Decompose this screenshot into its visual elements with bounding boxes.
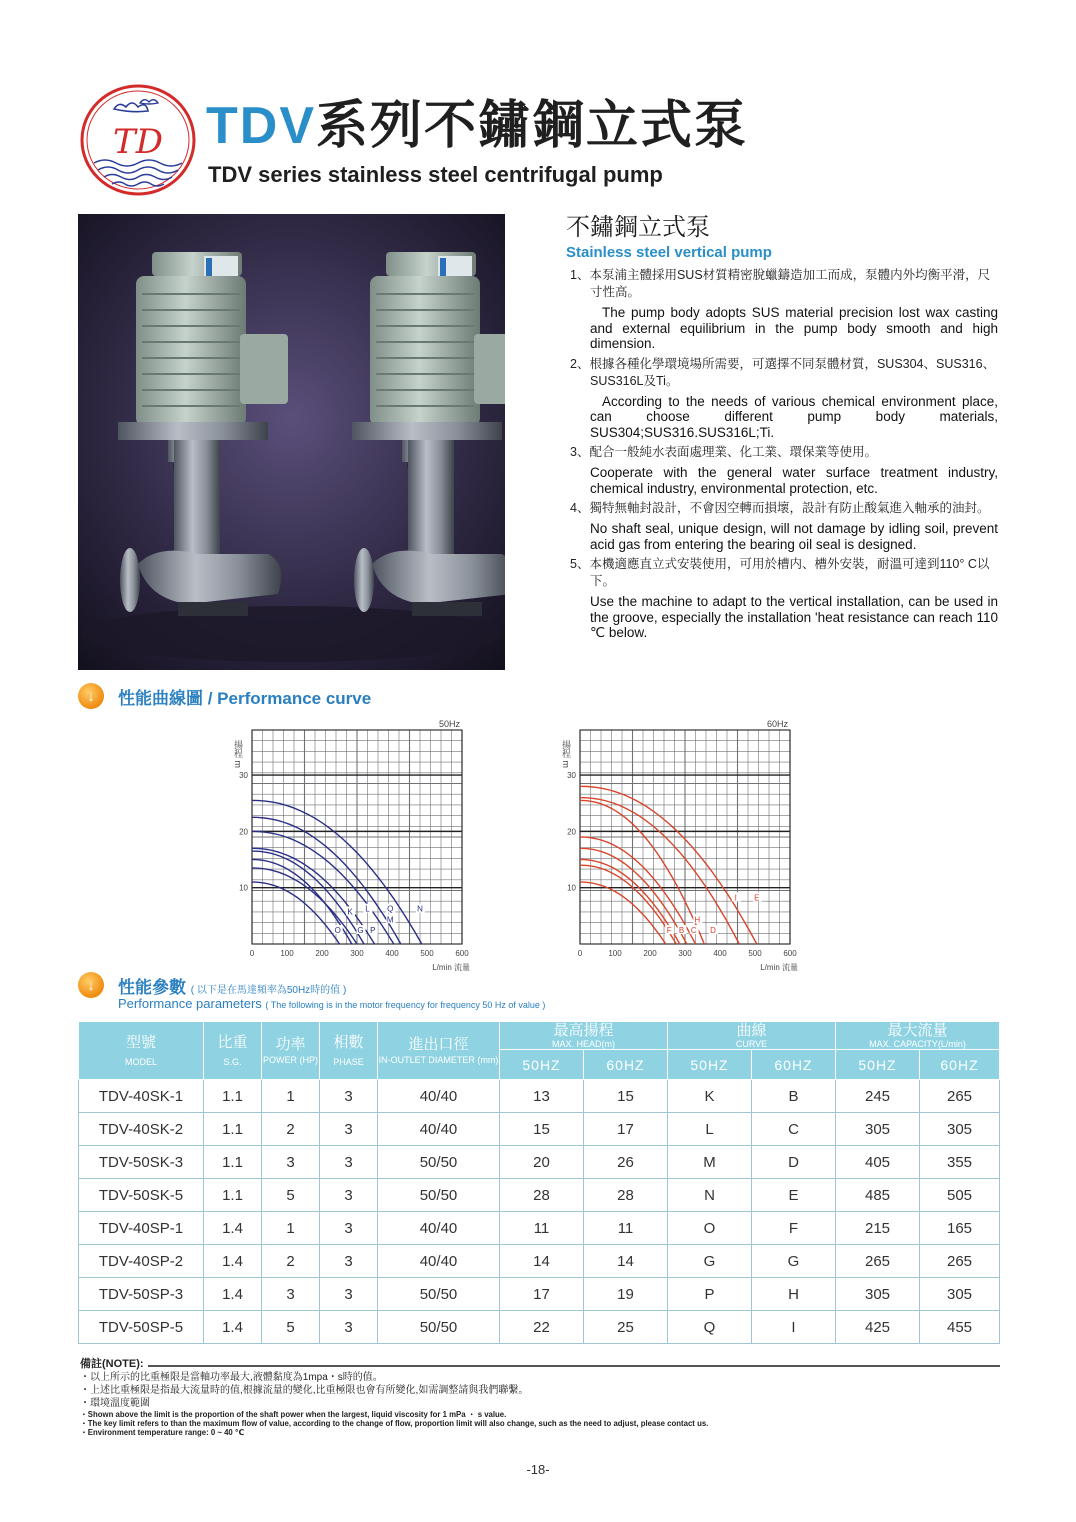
table-cell: 19 (584, 1278, 668, 1311)
table-cell: 40/40 (378, 1080, 500, 1113)
y-axis-label: 揚程 m (233, 740, 243, 768)
table-cell: 1.1 (204, 1080, 262, 1113)
note-en-2: ・The key limit refers to than the maximum flow of value, according to the change of flow, proportion limit will also change, such as the need to adjust, please contact us. (80, 1419, 709, 1428)
curve-title-sep: / (203, 688, 218, 708)
table-cell: 11 (584, 1212, 668, 1245)
x-tick-label: 500 (420, 949, 434, 958)
table-cell: 2 (262, 1113, 320, 1146)
table-cell: 15 (500, 1113, 584, 1146)
col-cap-60hz: 60HZ (920, 1050, 1000, 1080)
col-curve-50hz: 50HZ (668, 1050, 752, 1080)
table-cell: 455 (920, 1311, 1000, 1344)
table-cell: 3 (320, 1179, 378, 1212)
table-cell: 305 (920, 1278, 1000, 1311)
table-cell: TDV-40SK-1 (79, 1080, 204, 1113)
table-cell: 305 (836, 1113, 920, 1146)
table-row (79, 1113, 1000, 1146)
table-cell: G (668, 1245, 752, 1278)
x-tick-label: 600 (455, 949, 469, 958)
table-cell: 3 (320, 1080, 378, 1113)
curve-label: F (666, 926, 672, 936)
feature-5-cn: 5、本機適應直立式安裝使用，可用於槽内、槽外安裝，耐溫可達到110° C以下。 (570, 557, 990, 588)
table-cell: 3 (320, 1311, 378, 1344)
table-cell: 2 (262, 1245, 320, 1278)
table-cell: C (752, 1113, 836, 1146)
col-inlet: 進出口徑 IN-OUTLET DIAMETER (mm) (378, 1022, 500, 1080)
table-cell: TDV-40SP-1 (79, 1212, 204, 1245)
table-cell: 3 (320, 1245, 378, 1278)
table-cell: F (752, 1212, 836, 1245)
table-cell: 3 (320, 1113, 378, 1146)
table-row (79, 1311, 1000, 1344)
feature-2-cn: 2、根據各種化學環境場所需要，可選擇不同泵體材質，SUS304、SUS316、SUS316L及Ti。 (570, 356, 996, 388)
y-tick-label: 20 (567, 827, 576, 837)
page-subtitle: TDV series stainless steel centrifugal pump (208, 162, 663, 187)
table-cell: 505 (920, 1179, 1000, 1212)
x-tick-label: 400 (385, 949, 399, 958)
col-curve: 曲線 CURVE (668, 1022, 836, 1050)
table-cell: 50/50 (378, 1179, 500, 1212)
note-cn-1: ・以上所示的比重極限是當軸功率最大,液體黏度為1mpa・s時的值。 (80, 1372, 383, 1383)
table-cell: 20 (500, 1146, 584, 1179)
notes-block (80, 1355, 1000, 1437)
table-cell: 22 (500, 1311, 584, 1344)
x-tick-label: 400 (713, 949, 727, 958)
down-arrow-icon: ↓ (78, 972, 104, 998)
x-axis-label: L/min 流量 (432, 963, 470, 972)
curve-label: N (417, 904, 423, 914)
table-cell: 50/50 (378, 1146, 500, 1179)
table-cell: 40/40 (378, 1245, 500, 1278)
table-cell: 165 (920, 1212, 1000, 1245)
table-cell: 1.4 (204, 1245, 262, 1278)
x-tick-label: 200 (315, 949, 329, 958)
table-cell: TDV-50SK-5 (79, 1179, 204, 1212)
table-cell: 3 (262, 1278, 320, 1311)
table-cell: TDV-50SK-3 (79, 1146, 204, 1179)
feature-3-cn: 3、配合一般純水表面處理業、化工業、環保業等使用。 (570, 445, 877, 459)
product-photo (78, 214, 505, 670)
params-subtitle (118, 996, 545, 1011)
table-cell: 425 (836, 1311, 920, 1344)
table-cell: 3 (320, 1146, 378, 1179)
params-note-en: ( The following is in the motor frequency for frequency 50 Hz of value ) (265, 1000, 546, 1010)
table-cell: 1.4 (204, 1212, 262, 1245)
table-row (79, 1146, 1000, 1179)
table-cell: 305 (920, 1113, 1000, 1146)
table-cell: 15 (584, 1080, 668, 1113)
table-cell: D (752, 1146, 836, 1179)
curve-label: L (365, 904, 370, 914)
table-cell: 50/50 (378, 1311, 500, 1344)
table-cell: 3 (262, 1146, 320, 1179)
x-tick-label: 300 (350, 949, 364, 958)
page-title (206, 95, 748, 157)
params-section-heading (78, 972, 346, 998)
title-cn: 系列不鏽鋼立式泵 (316, 97, 749, 155)
down-arrow-icon: ↓ (78, 683, 104, 709)
table-row (79, 1179, 1000, 1212)
curve-label: G (357, 926, 364, 936)
table-cell: 1 (262, 1212, 320, 1245)
table-cell: 265 (920, 1080, 1000, 1113)
y-tick-label: 20 (239, 827, 248, 837)
table-cell: 17 (500, 1278, 584, 1311)
curve-label: Q (387, 904, 394, 914)
table-cell: TDV-40SK-2 (79, 1113, 204, 1146)
description-title-en: Stainless steel vertical pump (566, 244, 772, 261)
feature-2-en: According to the needs of various chemical environment place, can choose different pump body materials, SUS304;SUS316.SUS316L;Ti. (590, 393, 998, 440)
note-en-1: ・Shown above the limit is the proportion of the shaft power when the largest, liquid viscosity for 1 mPa ・ s value. (80, 1410, 507, 1419)
feature-4-en: No shaft seal, unique design, will not damage by idling soil, prevent acid gas from entering the bearing oil seal is designed. (590, 521, 998, 552)
col-head-50hz: 50HZ (500, 1050, 584, 1080)
table-cell: B (752, 1080, 836, 1113)
curve-label: B (678, 926, 685, 936)
feature-4-cn: 4、獨特無軸封設計，不會因空轉而損壞，設計有防止酸氣進入軸承的油封。 (570, 501, 990, 515)
table-cell: 5 (262, 1179, 320, 1212)
curve-label: I (734, 893, 737, 903)
page-number: -18- (526, 1462, 550, 1477)
table-cell: H (752, 1278, 836, 1311)
curve-label: M (386, 915, 394, 925)
table-cell: 1 (262, 1080, 320, 1113)
chart-grid (252, 730, 462, 944)
x-tick-label: 600 (783, 949, 797, 958)
table-cell: L (668, 1113, 752, 1146)
col-power: 功率 POWER (HP) (262, 1022, 320, 1080)
table-cell: 5 (262, 1311, 320, 1344)
table-cell: 1.1 (204, 1179, 262, 1212)
x-tick-label: 0 (249, 949, 255, 958)
table-cell: 1.4 (204, 1278, 262, 1311)
description-title-cn: 不鏽鋼立式泵 (566, 214, 710, 241)
col-head: 最高揚程 MAX. HEAD(m) (500, 1022, 668, 1050)
curve-i (580, 798, 739, 944)
y-tick-label: 30 (239, 771, 248, 781)
series-lines (580, 786, 760, 944)
note-cn-2: ・上述比重極限是指最大流量時的值,根據流量的變化,比重極限也會有所變化,如需調整請與我們聯繫。 (80, 1385, 529, 1396)
company-logo (78, 83, 198, 198)
table-cell: 17 (584, 1113, 668, 1146)
logo-text: TD (113, 122, 163, 162)
col-model: 型號 MODEL (79, 1022, 204, 1080)
table-cell: 1.1 (204, 1146, 262, 1179)
table-cell: 25 (584, 1311, 668, 1344)
params-note-cn: ( 以下是在馬達頻率為50Hz時的值 ) (190, 984, 347, 996)
curve-label: O (334, 926, 341, 936)
curve-chart-50hz (220, 718, 480, 973)
x-tick-label: 0 (577, 949, 583, 958)
y-tick-label: 10 (567, 883, 576, 893)
table-cell: 1.1 (204, 1113, 262, 1146)
col-head-60hz: 60HZ (584, 1050, 668, 1080)
notes-title: 備註(NOTE): (80, 1358, 144, 1370)
curve-section-heading (78, 683, 371, 709)
curve-q (252, 817, 401, 944)
table-cell: P (668, 1278, 752, 1311)
table-cell: 40/40 (378, 1113, 500, 1146)
x-tick-label: 100 (608, 949, 622, 958)
table-row (79, 1080, 1000, 1113)
col-phase: 相數 PHASE (320, 1022, 378, 1080)
curve-label: K (347, 907, 353, 917)
x-axis-label: L/min 流量 (760, 963, 798, 972)
col-cap-50hz: 50HZ (836, 1050, 920, 1080)
feature-5-en: Use the machine to adapt to the vertical installation, can be used in the groove, especially the installation 'heat resistance can reach 110 ℃ below. (590, 594, 998, 640)
curve-label: C (690, 926, 697, 936)
table-cell: 14 (500, 1245, 584, 1278)
table-cell: 245 (836, 1080, 920, 1113)
table-cell: 265 (920, 1245, 1000, 1278)
curve-label: E (754, 893, 760, 903)
curve-title-en: Performance curve (217, 688, 372, 708)
table-cell: TDV-40SP-2 (79, 1245, 204, 1278)
description-panel (566, 214, 998, 641)
feature-1-en: The pump body adopts SUS material precision lost wax casting and external equilibrium in the pump body smooth and high dimension. (590, 305, 998, 351)
x-tick-label: 200 (643, 949, 657, 958)
x-tick-label: 300 (678, 949, 692, 958)
table-cell: 26 (584, 1146, 668, 1179)
feature-3-en: Cooperate with the general water surface treatment industry, chemical industry, environmental protection, etc. (590, 465, 998, 496)
table-cell: 355 (920, 1146, 1000, 1179)
table-cell: E (752, 1179, 836, 1212)
table-cell: 50/50 (378, 1278, 500, 1311)
chart-title: 60Hz (766, 719, 788, 729)
table-cell: K (668, 1080, 752, 1113)
table-cell: O (668, 1212, 752, 1245)
table-cell: M (668, 1146, 752, 1179)
y-axis-label: 揚程 m (561, 740, 571, 768)
col-curve-60hz: 60HZ (752, 1050, 836, 1080)
params-title-cn: 性能參數 (118, 977, 186, 997)
col-sg: 比重 S.G. (204, 1022, 262, 1080)
feature-1-cn: 1、本泵浦主體採用SUS材質精密脫蠟鑄造加工而成，泵體内外均衡平滑，尺寸性高。 (570, 268, 991, 299)
table-cell: N (668, 1179, 752, 1212)
title-prefix: TDV (206, 97, 316, 155)
table-cell: I (752, 1311, 836, 1344)
curve-label: P (370, 926, 376, 936)
curve-chart-60hz (548, 718, 808, 973)
table-cell: 11 (500, 1212, 584, 1245)
table-cell: G (752, 1245, 836, 1278)
col-capacity: 最大流量 MAX. CAPACITY(L/min) (836, 1022, 1000, 1050)
table-cell: Q (668, 1311, 752, 1344)
table-cell: TDV-50SP-3 (79, 1278, 204, 1311)
table-cell: 28 (500, 1179, 584, 1212)
table-cell: 40/40 (378, 1212, 500, 1245)
curve-label: D (710, 926, 716, 936)
table-row (79, 1278, 1000, 1311)
y-tick-label: 30 (567, 771, 576, 781)
table-row (79, 1212, 1000, 1245)
table-cell: 485 (836, 1179, 920, 1212)
curve-label: H (694, 915, 701, 925)
chart-grid (580, 730, 790, 944)
table-cell: TDV-50SP-5 (79, 1311, 204, 1344)
x-tick-label: 500 (748, 949, 762, 958)
table-cell: 28 (584, 1179, 668, 1212)
note-cn-3: ・環境溫度範圍 (80, 1398, 150, 1409)
table-cell: 13 (500, 1080, 584, 1113)
table-cell: 305 (836, 1278, 920, 1311)
table-cell: 3 (320, 1278, 378, 1311)
curve-title-cn: 性能曲線圖 (118, 688, 203, 708)
note-en-3: ・Environment temperature range: 0 ~ 40 ℃ (80, 1428, 245, 1437)
table-cell: 1.4 (204, 1311, 262, 1344)
x-tick-label: 100 (280, 949, 294, 958)
parameters-table (78, 1021, 1000, 1344)
chart-title: 50Hz (438, 719, 460, 729)
table-cell: 3 (320, 1212, 378, 1245)
table-cell: 14 (584, 1245, 668, 1278)
table-cell: 215 (836, 1212, 920, 1245)
y-tick-label: 10 (239, 883, 248, 893)
table-row (79, 1245, 1000, 1278)
table-cell: 405 (836, 1146, 920, 1179)
table-cell: 265 (836, 1245, 920, 1278)
params-title-en: Performance parameters (118, 996, 262, 1011)
